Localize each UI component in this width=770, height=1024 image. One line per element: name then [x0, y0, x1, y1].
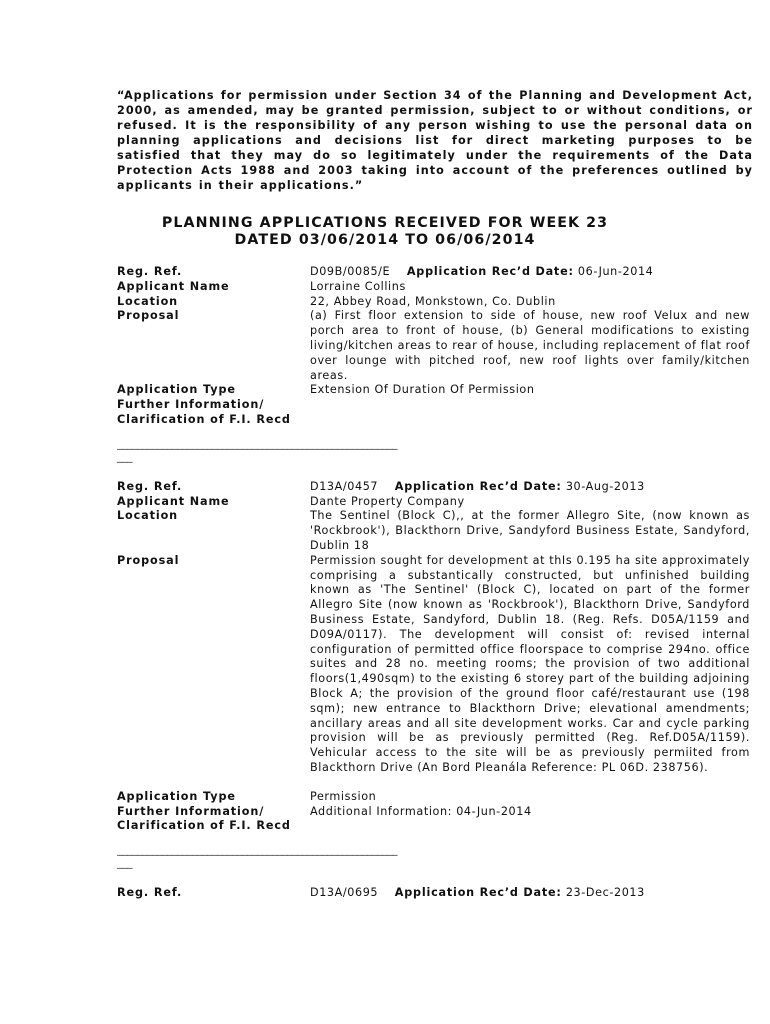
further-info-row	[117, 805, 753, 820]
reg-ref-value: D13A/0695	[310, 886, 379, 900]
reg-ref-row	[117, 886, 753, 901]
further-info-label: Further Information/	[117, 398, 265, 412]
proposal-value: (a) First floor extension to side of house, new roof Velux and new porch area to front of house, (b) General modifications to existing living/kitchen areas to rear of house, including replacement of flat roof over lounge with pitched roof, new roof lights over family/kitchen areas.	[310, 309, 750, 382]
applicant-name-value: Lorraine Collins	[310, 279, 406, 293]
recd-date-value: 30-Aug-2013	[565, 479, 645, 493]
proposal-value: Permission sought for development at thIs 0.195 ha site approximately comprising a substantically constructed, but unfinished building known as 'The Sentinel' (Block C), located on part of the former Allegro Site (now known as 'Rockbrook'), Blackthorn Drive, Sandyford Business Estate, Sandyford, Dublin 18. (Reg. Refs. D05A/1159 and D09A/0117). The development will consist of: revised internal configuration of permitted office floorspace to comprise 294no. office suites and 28 no. meeting rooms; the provision of two additional floors(1,490sqm) to the existing 6 storey part of the building adjoining Block A; the provision of the ground floor café/restaurant use (198 sqm); new entrance to Blackthorn Drive; elevational amendments; ancillary areas and all site development works. Car and cycle parking provision will be as previously permitted (Reg. Ref.D05A/1159). Vehicular access to the site will be as previously permiited from Blackthorn Drive (An Bord Pleanála Reference: PL 06D. 238756).	[310, 553, 750, 774]
recd-date-label: Application Rec’d Date:	[406, 265, 574, 278]
clarification-row	[117, 413, 753, 428]
further-info-value: Additional Information: 04-Jun-2014	[310, 804, 532, 818]
reg-ref-label: Reg. Ref.	[117, 886, 183, 900]
applicant-name-row	[117, 495, 753, 510]
record-separator-tail: ___	[117, 449, 132, 463]
further-info-row	[117, 398, 753, 413]
data-protection-disclaimer: “Applications for permission under Section 34 of the Planning and Development Act, 2000, as amended, may be granted permission, subject to or without conditions, or refused. It is the responsibility of any person wishing to use the personal data on planning applications and decisions list for direct marketing purposes to be satisfied that they may do so legitimately under the requirements of the Data Protection Acts 1988 and 2003 taking into account of the preferences outlined by applicants in their applications.”	[117, 89, 753, 192]
reg-ref-value: D09B/0085/E	[310, 265, 391, 278]
application-type-row	[117, 790, 753, 805]
applicant-name-label: Applicant Name	[117, 279, 230, 293]
page-title	[117, 215, 753, 249]
clarification-row	[117, 819, 753, 834]
applicant-name-value: Dante Property Company	[310, 494, 465, 508]
application-type-value: Extension Of Duration Of Permission	[310, 383, 535, 397]
recd-date-value: 06-Jun-2014	[577, 265, 654, 278]
proposal-row	[117, 554, 753, 776]
location-row	[117, 509, 753, 553]
clarification-label: Clarification of F.I. Recd	[117, 412, 291, 426]
proposal-row	[117, 309, 753, 383]
planning-document	[117, 88, 753, 901]
reg-ref-value: D13A/0457	[310, 479, 379, 493]
recd-date-label: Application Rec’d Date:	[394, 479, 562, 493]
application-type-label: Application Type	[117, 383, 236, 397]
record-separator: ________________________________________________________	[117, 843, 397, 857]
recd-date-value: 23-Dec-2013	[565, 886, 645, 900]
record-separator-tail: ___	[117, 856, 132, 870]
location-value: The Sentinel (Block C),, at the former Allegro Site, (now known as 'Rockbrook'), Blackthorn Drive, Sandyford Business Estate, Sandyford, Dublin 18	[310, 509, 750, 552]
application-record-2	[117, 480, 753, 869]
proposal-label: Proposal	[117, 553, 180, 567]
reg-ref-row	[117, 480, 753, 495]
location-label: Location	[117, 294, 179, 308]
recd-date-label: Application Rec’d Date:	[394, 886, 562, 900]
applicant-name-row	[117, 280, 753, 295]
title-line-1: PLANNING APPLICATIONS RECEIVED FOR WEEK 23	[161, 215, 609, 231]
applicant-name-label: Applicant Name	[117, 494, 230, 508]
clarification-label: Clarification of F.I. Recd	[117, 819, 291, 833]
location-value: 22, Abbey Road, Monkstown, Co. Dublin	[310, 294, 556, 308]
title-line-2: DATED 03/06/2014 TO 06/06/2014	[234, 232, 536, 248]
location-label: Location	[117, 509, 179, 523]
application-record-1	[117, 265, 753, 463]
application-type-label: Application Type	[117, 789, 236, 803]
further-info-value	[310, 398, 750, 413]
application-type-value: Permission	[310, 789, 377, 803]
reg-ref-label: Reg. Ref.	[117, 265, 183, 278]
further-info-label: Further Information/	[117, 804, 265, 818]
location-row	[117, 295, 753, 310]
application-record-3	[117, 886, 753, 901]
proposal-label: Proposal	[117, 309, 180, 323]
reg-ref-row	[117, 265, 753, 280]
record-separator: ________________________________________________________	[117, 436, 397, 450]
application-type-row	[117, 383, 753, 398]
reg-ref-label: Reg. Ref.	[117, 479, 183, 493]
